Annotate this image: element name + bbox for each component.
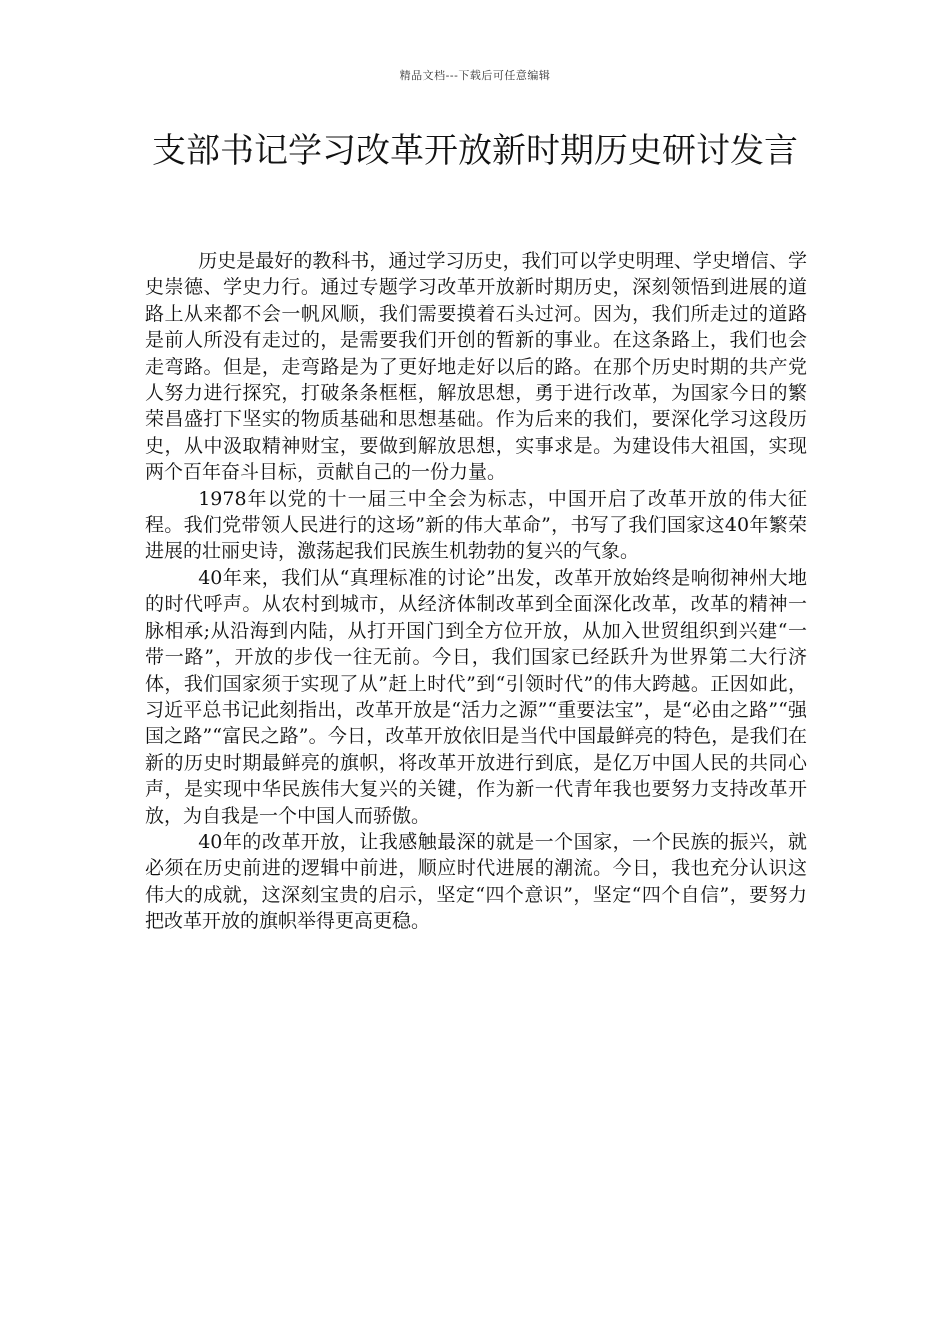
body-paragraph: 历史是最好的教科书，通过学习历史，我们可以学史明理、学史增信、学史崇德、学史力行。通过专题学习改革开放新时期历史，深刻领悟到进展的道路上从来都不会一帆风顺，我们需要摸着石头过河。因为，我们所走过的道路是前人所没有走过的，是需要我们开创的暂新的事业。在这条路上，我们也会走弯路。但是，走弯路是为了更好地走好以后的路。在那个历史时期的共产党人努力进行探究，打破条条框框，解放思想，勇于进行改革，为国家今日的繁荣昌盛打下坚实的物质基础和思想基础。作为后来的我们，要深化学习这段历史，从中汲取精神财宝，要做到解放思想，实事求是。为建设伟大祖国，实现两个百年奋斗目标，贡献自己的一份力量。 [145, 250, 807, 484]
document-body [145, 248, 807, 935]
body-paragraph: 1978年以党的十一届三中全会为标志，中国开启了改革开放的伟大征程。我们党带领人民进行的这场”新的伟大革命”，书写了我们国家这40年繁荣进展的壮丽史诗，激荡起我们民族生机勃勃的复兴的气象。 [145, 487, 807, 563]
body-paragraph: 40年来，我们从“真理标准的讨论”出发，改革开放始终是响彻神州大地的时代呼声。从农村到城市，从经济体制改革到全面深化改革，改革的精神一脉相承;从沿海到内陆，从打开国门到全方位开放，从加入世贸组织到兴建“一带一路”，开放的步伐一往无前。今日，我们国家已经跃升为世界第二大行济体，我们国家须于实现了从”赶上时代”到“引领时代”的伟大跨越。正因如此，习近平总书记此刻指出，改革开放是“活力之源”“重要法宝”，是“必由之路”“强国之路”“富民之路”。今日，改革开放依旧是当代中国最鲜亮的特色，是我们在新的历史时期最鲜亮的旗帜，将改革开放进行到底，是亿万中国人民的共同心声，是实现中华民族伟大复兴的关键，作为新一代青年我也要努力支持改革开放，为自我是一个中国人而骄傲。 [145, 566, 807, 827]
body-paragraph: 40年的改革开放，让我感触最深的就是一个国家，一个民族的振兴，就必须在历史前进的逻辑中前进，顺应时代进展的潮流。今日，我也充分认识这伟大的成就，这深刻宝贵的启示，坚定“四个意识”，坚定“四个自信”，要努力把改革开放的旗帜举得更高更稳。 [145, 830, 807, 933]
document-title: 支部书记学习改革开放新时期历史研讨发言 [152, 131, 798, 171]
header-note: 精品文档---下载后可任意编辑 [399, 69, 551, 82]
